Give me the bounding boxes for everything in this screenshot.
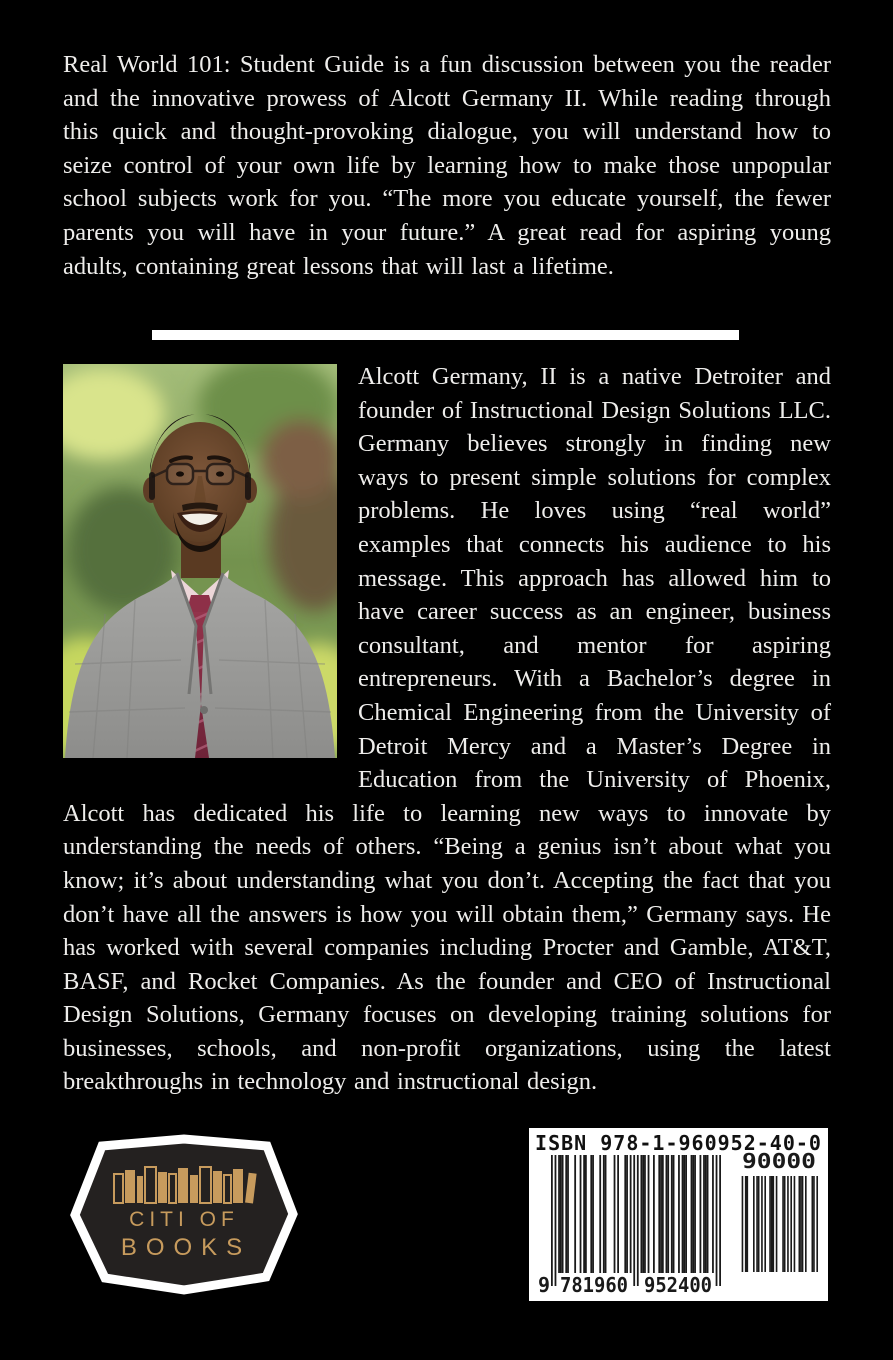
author-bio-text: Alcott Germany, II is a native Detroiter and founder of Instructional Design Solutions LLC. Germany believes strongly in finding new ways to present simple solutions for complex problems. He loves using “real world” examples that connects his audience to his message. This approach has allowed him to have career success as an engineer, business consultant, and mentor for aspiring entrepreneurs. With a Bachelor’s degree in Chemical Engineering from the University of Detroit Mercy and a Master’s Degree in Education from the University of Phoenix, Alcott has dedicated his life to learning new ways to innovate by understanding the needs of others. “Being a genius isn’t about what you know; it’s about understanding what you don’t. Accepting the fact that you don’t have all the answers is how you will obtain them,” Germany says. He has worked with several companies including Procter and Gamble, AT&T, BASF, and Rocket Companies. As the founder and CEO of Instructional Design Solutions, Germany focuses on developing training solutions for businesses, schools, and non-profit organizations, using the latest breakthroughs in technology and instructional design. [63,363,831,1096]
section-divider [152,330,739,340]
eye-left [176,471,184,476]
ean13-barcode [537,1155,721,1295]
sideburn-right [245,472,251,500]
eye-right [216,471,224,476]
publisher-name-line2: BOOKS [120,1234,252,1261]
publisher-logo [68,1128,300,1300]
isbn-label: ISBN 978-1-960952-40-0 [535,1131,822,1155]
svg-text:90000: 90000 [742,1150,816,1173]
synopsis-paragraph: Real World 101: Student Guide is a fun discussion between you the reader and the innovative prowess of Alcott Germany II. While reading through this quick and thought-provoking dialogue, you will understand how to seize control of your own life by learning how to make those unpopular school subjects work for you. “The more you educate yourself, the fewer parents you will have in your future.” A great read for aspiring young adults, containing great lessons that will last a lifetime. [63,51,831,280]
publisher-name-line1: CITI OF [129,1208,239,1231]
author-bio-section [63,360,831,1099]
svg-text:781960: 781960 [560,1273,628,1295]
isbn-barcode-block [529,1128,828,1301]
sideburn-left [149,472,155,500]
addon-barcode [739,1150,819,1272]
author-photo [63,364,337,758]
svg-text:9: 9 [538,1273,551,1295]
svg-text:952400: 952400 [644,1273,712,1295]
jacket-button [200,706,208,714]
